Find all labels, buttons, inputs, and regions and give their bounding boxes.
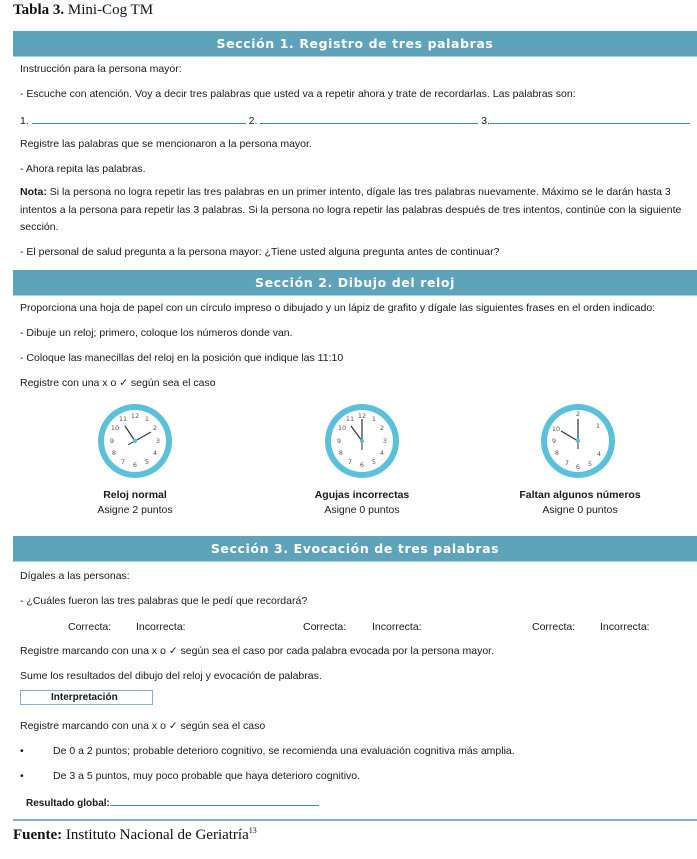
bullet-icon: • bbox=[20, 770, 24, 782]
word-3-incorrect-label[interactable]: Incorrecta: bbox=[600, 621, 650, 633]
svg-text:1: 1 bbox=[144, 415, 150, 423]
svg-text:6: 6 bbox=[132, 461, 138, 469]
register-recall-text: Registre marcando con una x o ✓ según sea el caso por cada palabra evocada por la persona mayor. bbox=[20, 645, 494, 657]
word-slot-2-label: 2. bbox=[248, 115, 258, 127]
svg-text:10: 10 bbox=[551, 425, 561, 433]
table-title bbox=[13, 2, 153, 19]
word-2-correct-label[interactable]: Correcta: bbox=[303, 621, 347, 633]
svg-text:4: 4 bbox=[596, 450, 602, 458]
clock-missing-numbers-icon bbox=[538, 401, 618, 481]
bottom-divider bbox=[13, 819, 697, 821]
bullet-item-low bbox=[20, 745, 515, 757]
svg-text:5: 5 bbox=[371, 458, 377, 466]
word-1-correct-label[interactable]: Correcta: bbox=[68, 621, 112, 633]
global-result-field bbox=[26, 795, 319, 809]
source-ref: 13 bbox=[248, 826, 257, 835]
note-paragraph bbox=[20, 184, 685, 237]
note-text: Si la persona no logra repetir las tres palabras en un primer intento, dígale las tres palabras nuevamente. Máximo se le darán hasta 3 intentos a la persona para repetir las 3 palabras. Si la persona no logra repetir las palabras después de tres intentos, continúe con la siguiente sección. bbox=[20, 186, 682, 233]
interpretation-label: Interpretación bbox=[20, 690, 153, 705]
sum-text: Sume los resultados del dibujo del reloj y evocación de palabras. bbox=[20, 670, 322, 682]
draw-text: - Dibuje un reloj; primero, coloque los números donde van. bbox=[20, 327, 293, 339]
svg-text:9: 9 bbox=[109, 437, 115, 445]
bullet-icon: • bbox=[20, 745, 24, 757]
svg-text:2: 2 bbox=[379, 424, 385, 432]
word-slots bbox=[20, 113, 690, 127]
word-2-incorrect-label[interactable]: Incorrecta: bbox=[372, 621, 422, 633]
svg-text:8: 8 bbox=[554, 449, 560, 457]
svg-text:5: 5 bbox=[144, 458, 150, 466]
instruction-text: Instrucción para la persona mayor: bbox=[20, 63, 182, 75]
svg-text:12: 12 bbox=[130, 412, 140, 420]
svg-text:4: 4 bbox=[152, 449, 158, 457]
svg-text:5: 5 bbox=[587, 460, 593, 468]
svg-text:1: 1 bbox=[595, 422, 601, 430]
source-text: Instituto Nacional de Geriatría bbox=[65, 827, 249, 843]
clock-normal-title: Reloj normal bbox=[103, 489, 167, 501]
register-interpretation-text: Registre marcando con una x o ✓ según sea el caso bbox=[20, 720, 266, 732]
svg-text:8: 8 bbox=[338, 449, 344, 457]
svg-text:9: 9 bbox=[336, 437, 342, 445]
register-clock-text: Registre con una x o ✓ según sea el caso bbox=[20, 377, 216, 389]
clock-wrong-hands-points: Asigne 0 puntos bbox=[324, 504, 400, 516]
svg-text:11: 11 bbox=[345, 415, 355, 423]
table-title-text: Mini-Cog TM bbox=[67, 2, 154, 18]
svg-text:7: 7 bbox=[120, 458, 126, 466]
svg-text:3: 3 bbox=[382, 437, 388, 445]
register-words-text: Registre las palabras que se mencionaron a la persona mayor. bbox=[20, 138, 312, 150]
clock-wrong-hands-caption bbox=[262, 489, 462, 516]
clock-normal-points: Asigne 2 puntos bbox=[97, 504, 173, 516]
svg-text:10: 10 bbox=[110, 424, 120, 432]
section-3-header: Sección 3. Evocación de tres palabras bbox=[13, 536, 697, 562]
word-slot-1-label: 1. bbox=[20, 115, 29, 127]
svg-text:8: 8 bbox=[111, 449, 117, 457]
global-result-line[interactable] bbox=[110, 795, 319, 806]
word-slot-1-line[interactable] bbox=[32, 113, 246, 124]
source-label: Fuente: bbox=[13, 827, 63, 843]
provide-text: Proporciona una hoja de papel con un círculo impreso o dibujado y un lápiz de grafito y dígale las siguientes frases en el orden indicado: bbox=[20, 302, 656, 314]
listen-text: - Escuche con atención. Voy a decir tres palabras que usted va a repetir ahora y trate de recordarlas. Las palabras son: bbox=[20, 88, 576, 100]
hands-text: - Coloque las manecillas del reloj en la posición que indique las 11:10 bbox=[20, 352, 344, 364]
word-slot-3-label: 3. bbox=[481, 115, 490, 127]
svg-text:6: 6 bbox=[359, 461, 365, 469]
tell-text: Dígales a las personas: bbox=[20, 570, 130, 582]
question-text: - El personal de salud pregunta a la persona mayor: ¿Tiene usted alguna pregunta antes de continuar? bbox=[20, 246, 500, 258]
svg-text:7: 7 bbox=[564, 459, 570, 467]
word-3-correct-label[interactable]: Correcta: bbox=[532, 621, 576, 633]
bullet-item-high bbox=[20, 770, 361, 782]
svg-text:9: 9 bbox=[551, 437, 557, 445]
word-1-incorrect-label[interactable]: Incorrecta: bbox=[136, 621, 186, 633]
svg-text:1: 1 bbox=[371, 415, 377, 423]
svg-text:11: 11 bbox=[118, 415, 128, 423]
clock-normal-caption bbox=[35, 489, 235, 516]
word-slot-2-line[interactable] bbox=[260, 113, 478, 124]
svg-text:7: 7 bbox=[347, 458, 353, 466]
source-line bbox=[13, 826, 257, 844]
clock-missing-numbers-caption bbox=[480, 489, 680, 516]
clock-wrong-hands-title: Agujas incorrectas bbox=[314, 489, 410, 501]
note-label: Nota: bbox=[20, 186, 47, 198]
clock-normal-icon bbox=[95, 401, 175, 481]
svg-text:4: 4 bbox=[379, 449, 385, 457]
svg-text:2: 2 bbox=[152, 424, 158, 432]
table-title-label: Tabla 3. bbox=[13, 2, 65, 18]
svg-text:10: 10 bbox=[337, 424, 347, 432]
section-2-header: Sección 2. Dibujo del reloj bbox=[13, 270, 697, 296]
section-1-header: Sección 1. Registro de tres palabras bbox=[13, 31, 697, 57]
svg-text:6: 6 bbox=[575, 463, 581, 471]
svg-text:3: 3 bbox=[155, 437, 161, 445]
recall-question-text: - ¿Cuáles fueron las tres palabras que le pedí que recordará? bbox=[20, 595, 308, 607]
bullet-text-high: De 3 a 5 puntos, muy poco probable que haya deterioro cognitivo. bbox=[53, 770, 361, 782]
svg-text:12: 12 bbox=[357, 412, 367, 420]
clock-missing-numbers-title: Faltan algunos números bbox=[519, 489, 641, 501]
word-slot-3-line[interactable] bbox=[490, 113, 690, 124]
global-result-label: Resultado global: bbox=[26, 798, 110, 809]
clock-wrong-hands-icon bbox=[322, 401, 402, 481]
repeat-text: - Ahora repita las palabras. bbox=[20, 163, 146, 175]
svg-text:2: 2 bbox=[575, 410, 581, 418]
bullet-text-low: De 0 a 2 puntos; probable deterioro cognitivo, se recomienda una evaluación cognitiva más amplia. bbox=[53, 745, 515, 757]
clock-missing-numbers-points: Asigne 0 puntos bbox=[542, 504, 618, 516]
